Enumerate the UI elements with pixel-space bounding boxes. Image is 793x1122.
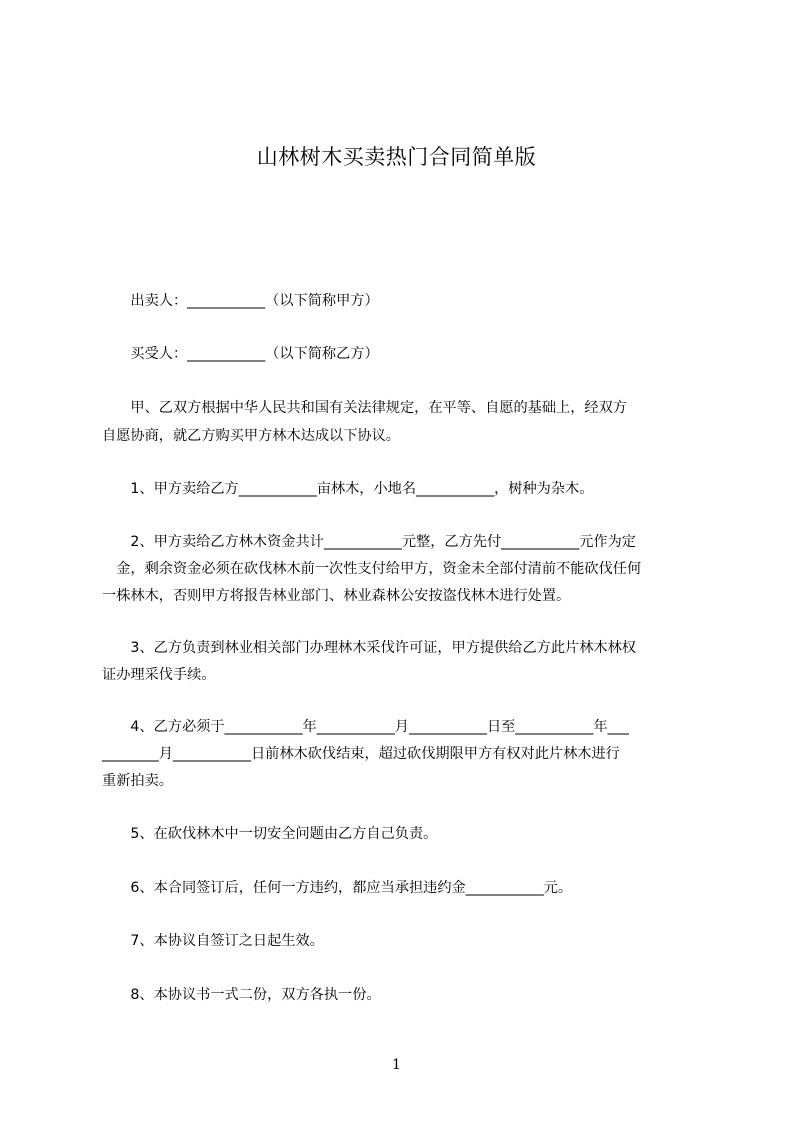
- clause-2-line-1: 2、甲方卖给乙方林木资金共计___________元整，乙方先付___________元作为定: [102, 534, 636, 550]
- clause-4-line-1: 4、乙方必须于___________年___________月___________日至___________年___: [102, 719, 629, 735]
- buyer-line: 买受人：___________（以下简称乙方）: [102, 346, 379, 362]
- clause-6-line: 6、本合同签订后，任何一方违约，都应当承担违约金___________元。: [102, 880, 573, 896]
- clause-4-line-2: ________月___________日前林木砍伐结束，超过砍伐期限甲方有权对此片林木进行: [102, 746, 620, 762]
- clause-7-line: 7、本协议自签订之日起生效。: [102, 933, 324, 949]
- clause-5-line: 5、在砍伐林木中一切安全问题由乙方自己负责。: [102, 826, 438, 842]
- preamble-line-1: 甲、乙双方根据中华人民共和国有关法律规定，在平等、自愿的基础上，经双方: [102, 400, 627, 416]
- clause-3-line-1: 3、乙方负责到林业相关部门办理林木采伐许可证，甲方提供给乙方此片林木林权: [102, 640, 636, 656]
- clause-1-line: 1、甲方卖给乙方___________亩林木，小地名___________，树种为杂木。: [102, 481, 594, 497]
- clause-2-line-2: 金，剩余资金必须在砍伐林木前一次性支付给甲方，资金未全部付清前不能砍伐任何: [102, 561, 642, 577]
- clause-4-line-3: 重新拍卖。: [102, 773, 173, 789]
- clause-2-line-3: 一株林木，否则甲方将报告林业部门、林业森林公安按盗伐林木进行处置。: [102, 588, 571, 604]
- clause-8-line: 8、本协议书一式二份，双方各执一份。: [102, 987, 381, 1003]
- page-number: 1: [392, 1057, 401, 1073]
- clause-3-line-2: 证办理采伐手续。: [102, 667, 216, 683]
- preamble-line-2: 自愿协商，就乙方购买甲方林木达成以下协议。: [102, 428, 400, 444]
- seller-line: 出卖人：___________（以下简称甲方）: [102, 293, 379, 309]
- document-title: 山林树木买卖热门合同简单版: [256, 145, 537, 169]
